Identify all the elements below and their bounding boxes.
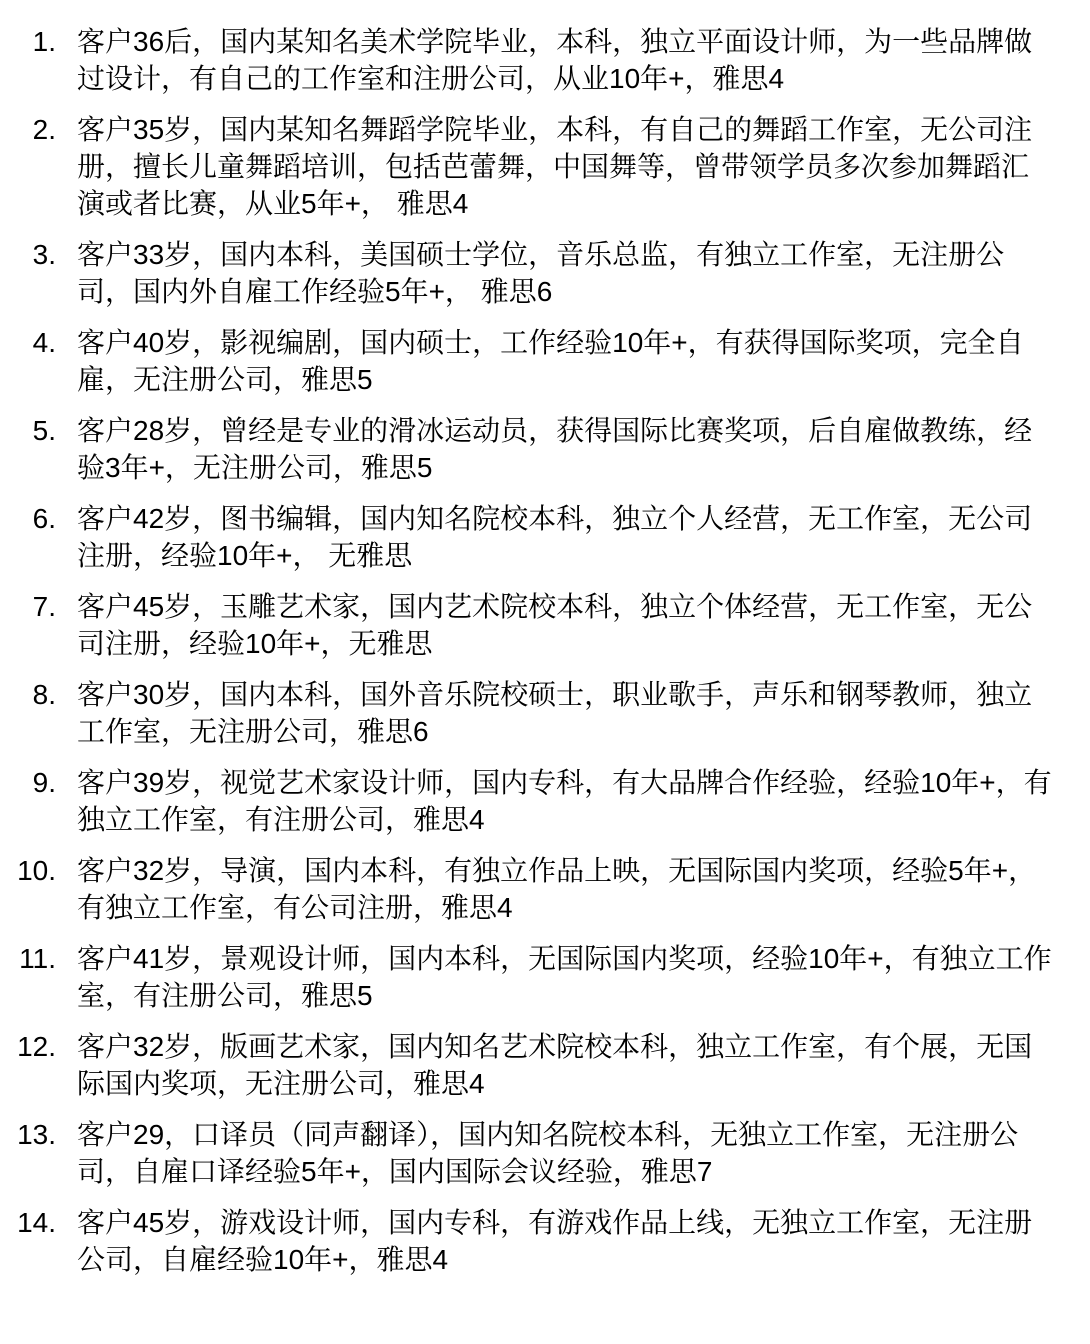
- list-item: [0, 1204, 1054, 1278]
- list-item-number: 3.: [32, 239, 56, 270]
- list-item: [0, 852, 1054, 926]
- list-item-text: 客户32岁，导演，国内本科，有独立作品上映，无国际国内奖项，经验5年+，有独立工作室，有公司注册，雅思4: [77, 855, 1037, 923]
- list-item-number: 9.: [32, 767, 56, 798]
- list-item: [0, 764, 1054, 838]
- list-item-number: 12.: [17, 1031, 56, 1062]
- list-item-text: 客户39岁，视觉艺术家设计师，国内专科，有大品牌合作经验，经验10年+，有独立工作室，有注册公司，雅思4: [77, 767, 1052, 835]
- list-item: [0, 1116, 1054, 1190]
- list-item-text: 客户36后，国内某知名美术学院毕业，本科，独立平面设计师，为一些品牌做过设计，有自己的工作室和注册公司，从业10年+，雅思4: [77, 26, 1033, 94]
- list-item-number: 7.: [32, 591, 56, 622]
- list-item-number: 14.: [17, 1207, 56, 1238]
- list-item-text: 客户33岁，国内本科，美国硕士学位，音乐总监，有独立工作室，无注册公司，国内外自雇工作经验5年+， 雅思6: [77, 239, 1005, 307]
- list-item: [0, 676, 1054, 750]
- list-item-number: 10.: [17, 855, 56, 886]
- list-item-text: 客户41岁，景观设计师，国内本科，无国际国内奖项，经验10年+，有独立工作室，有注册公司，雅思5: [77, 943, 1052, 1011]
- list-item-text: 客户42岁，图书编辑，国内知名院校本科，独立个人经营，无工作室，无公司注册，经验10年+， 无雅思: [77, 503, 1033, 571]
- list-item: [0, 111, 1054, 222]
- list-item-number: 5.: [32, 415, 56, 446]
- list-item-text: 客户29，口译员（同声翻译），国内知名院校本科，无独立工作室，无注册公司，自雇口译经验5年+，国内国际会议经验，雅思7: [77, 1119, 1019, 1187]
- list-item: [0, 412, 1054, 486]
- list-item-number: 13.: [17, 1119, 56, 1150]
- list-item: [0, 23, 1054, 97]
- list-item: [0, 500, 1054, 574]
- list-item: [0, 236, 1054, 310]
- list-item-number: 1.: [32, 26, 56, 57]
- list-item-text: 客户40岁，影视编剧，国内硕士，工作经验10年+，有获得国际奖项，完全自雇，无注册公司，雅思5: [77, 327, 1024, 395]
- list-item-text: 客户30岁，国内本科，国外音乐院校硕士，职业歌手，声乐和钢琴教师，独立工作室，无注册公司，雅思6: [77, 679, 1033, 747]
- list-item-text: 客户32岁，版画艺术家，国内知名艺术院校本科，独立工作室，有个展，无国际国内奖项，无注册公司，雅思4: [77, 1031, 1033, 1099]
- list-item-number: 6.: [32, 503, 56, 534]
- list-item-number: 11.: [19, 943, 56, 974]
- list-item: [0, 324, 1054, 398]
- list-item: [0, 588, 1054, 662]
- list-item-number: 2.: [32, 114, 56, 145]
- list-item-text: 客户45岁，游戏设计师，国内专科，有游戏作品上线，无独立工作室，无注册公司，自雇经验10年+，雅思4: [77, 1207, 1033, 1275]
- list-item-number: 4.: [32, 327, 56, 358]
- list-item: [0, 1028, 1054, 1102]
- list-item-number: 8.: [32, 679, 56, 710]
- list-item: [0, 940, 1054, 1014]
- list-item-text: 客户35岁，国内某知名舞蹈学院毕业，本科，有自己的舞蹈工作室，无公司注册，擅长儿童舞蹈培训，包括芭蕾舞，中国舞等，曾带领学员多次参加舞蹈汇演或者比赛，从业5年+， 雅思4: [77, 114, 1033, 219]
- list-item-text: 客户28岁，曾经是专业的滑冰运动员，获得国际比赛奖项，后自雇做教练，经验3年+，无注册公司，雅思5: [77, 415, 1033, 483]
- client-list: [0, 23, 1054, 1278]
- list-item-text: 客户45岁，玉雕艺术家，国内艺术院校本科，独立个体经营，无工作室，无公司注册，经验10年+，无雅思: [77, 591, 1033, 659]
